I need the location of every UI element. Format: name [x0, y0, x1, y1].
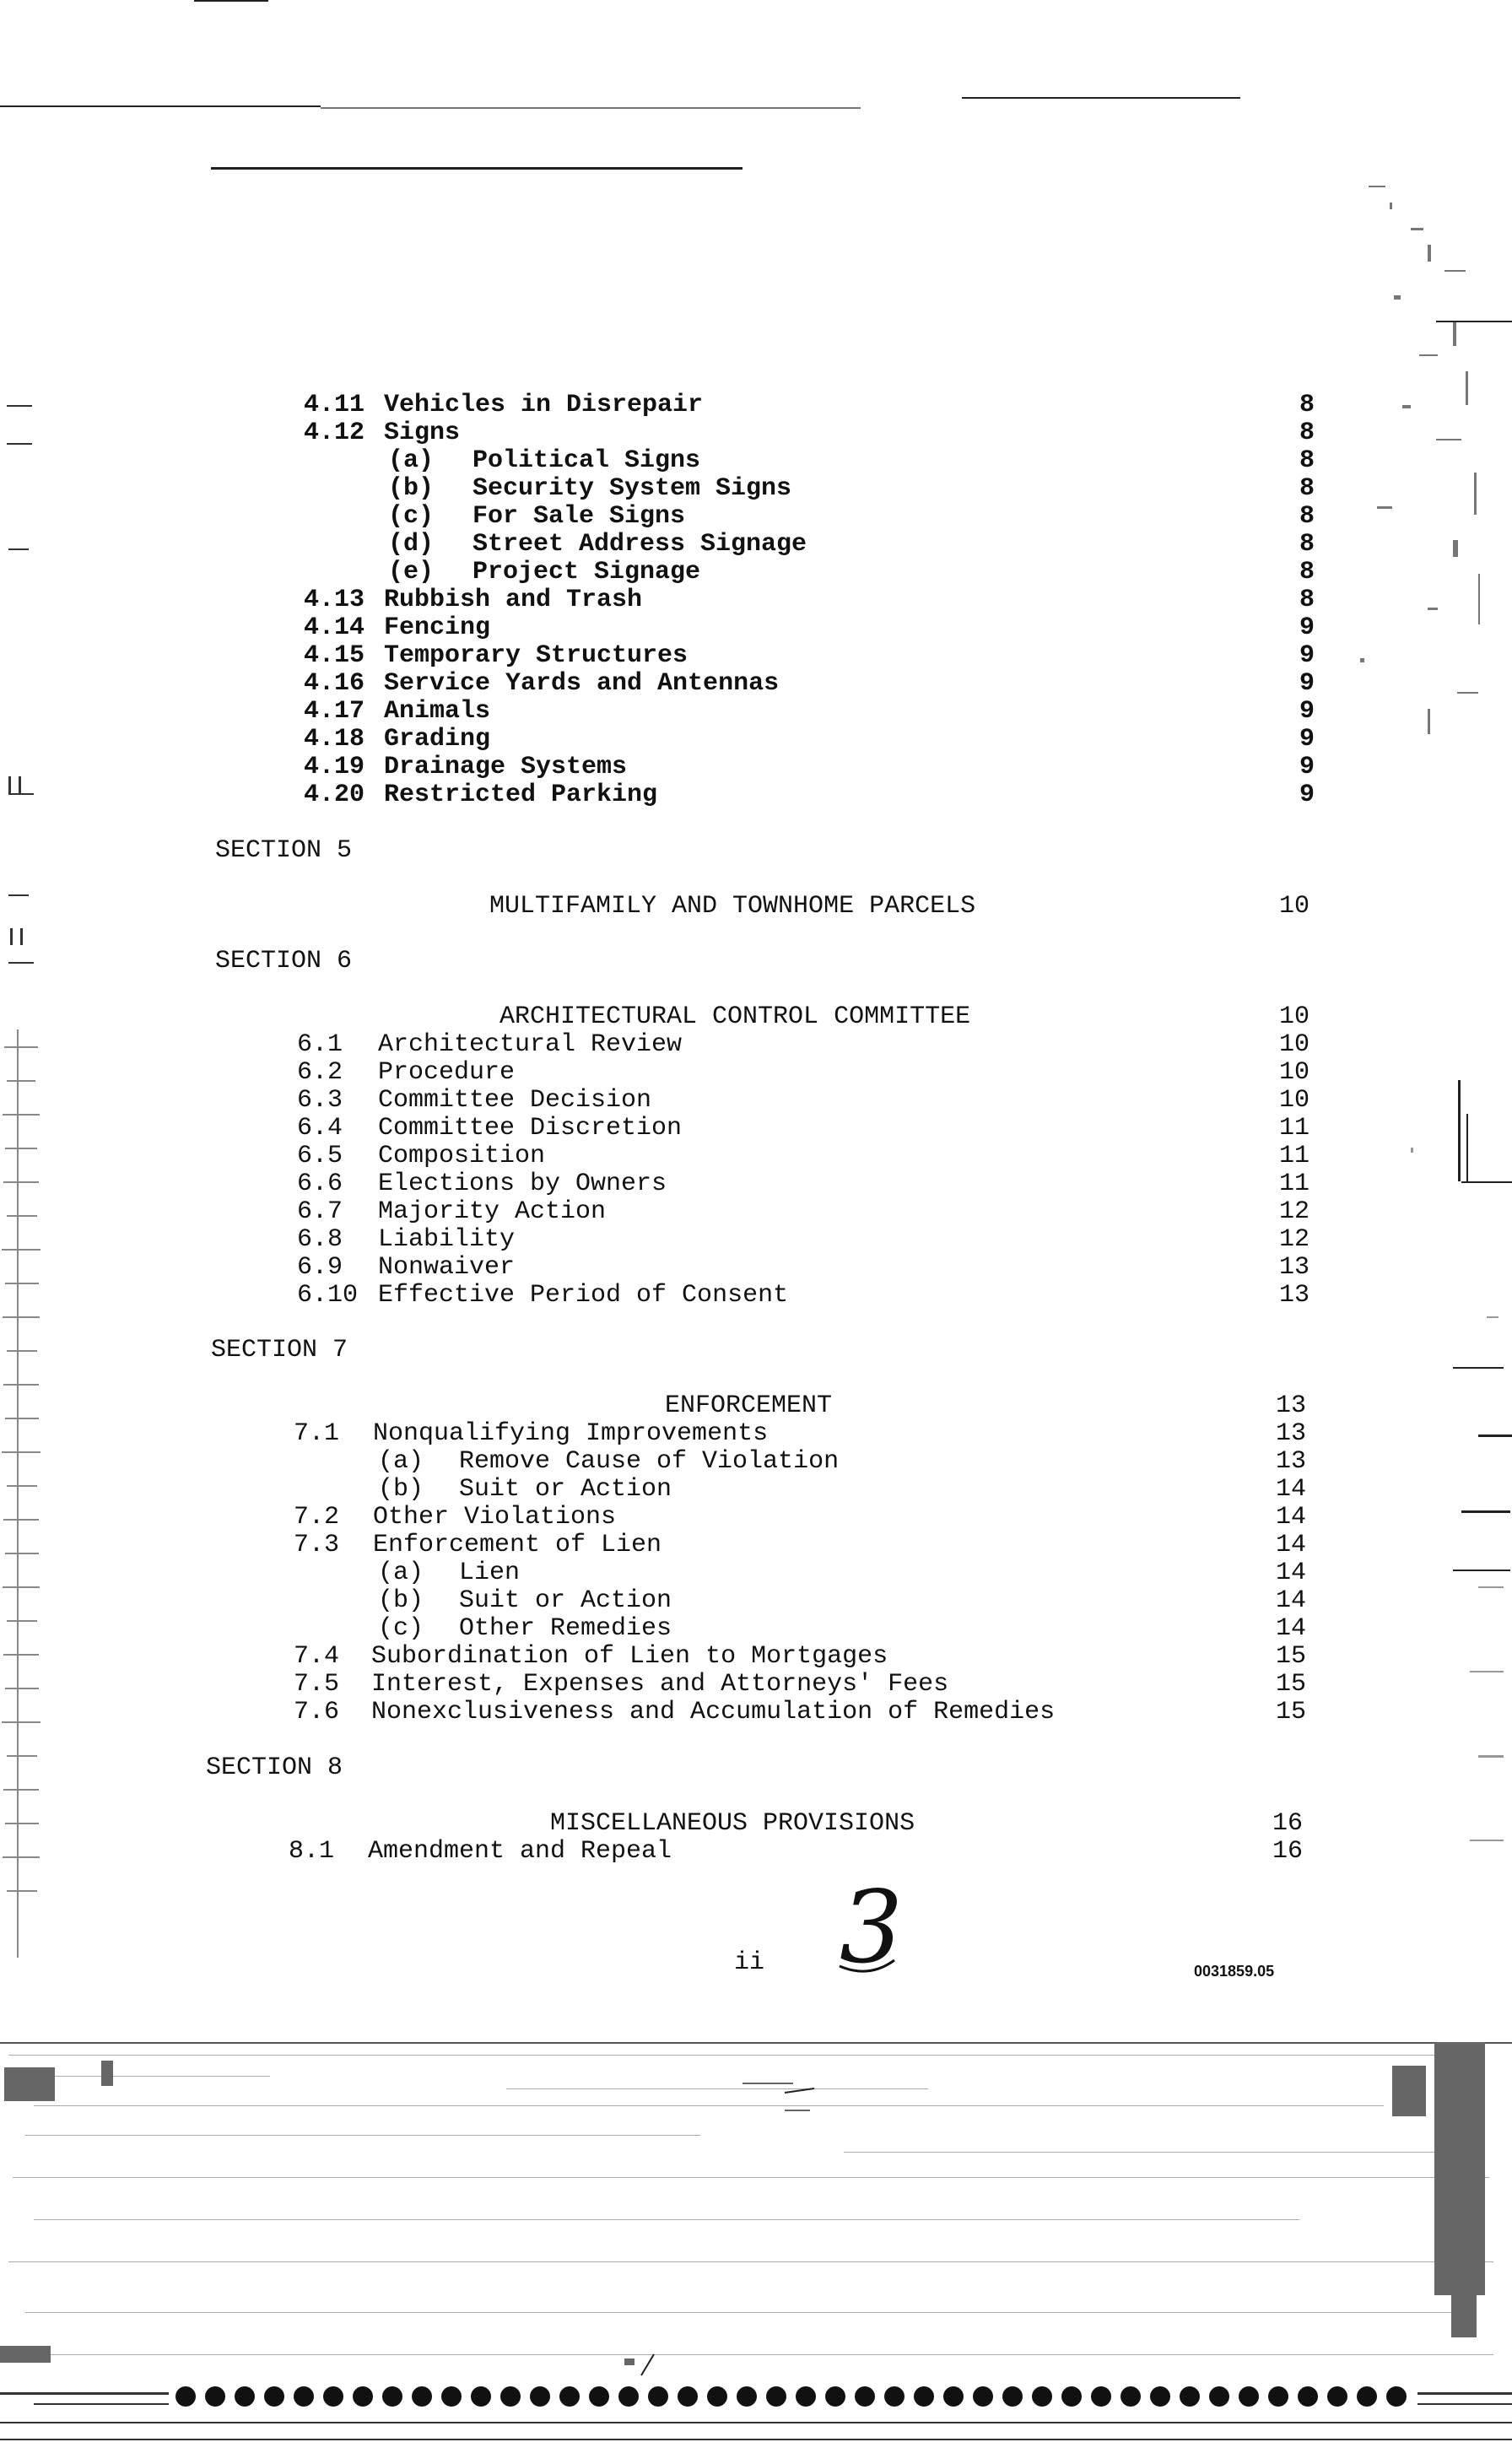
entry-page: 8: [1299, 558, 1315, 586]
entry-page: 14: [1275, 1586, 1306, 1615]
section-5-heading: MULTIFAMILY AND TOWNHOME PARCELS: [489, 892, 976, 921]
entry-page: 9: [1299, 613, 1315, 642]
entry-title: Temporary Structures: [384, 641, 688, 670]
entry-title: Majority Action: [378, 1197, 607, 1226]
entry-page: 14: [1275, 1531, 1306, 1559]
toc-entry: [0, 1224, 1512, 1255]
handwritten-mark: 3: [840, 1869, 904, 1986]
section-7-heading: ENFORCEMENT: [665, 1391, 833, 1420]
entry-page: 14: [1275, 1614, 1306, 1643]
entry-number: 6.5: [297, 1142, 343, 1170]
entry-page: 12: [1278, 1225, 1310, 1254]
toc-entry: [0, 1697, 1512, 1727]
toc-subentry: [0, 1446, 1512, 1477]
entry-page: 10: [1278, 1030, 1310, 1059]
entry-title: Remove Cause of Violation: [459, 1447, 840, 1476]
entry-number: 4.13: [304, 586, 365, 614]
scan-rule: [321, 107, 861, 109]
section-label: [0, 835, 1512, 866]
section-6-label: SECTION 6: [215, 947, 353, 975]
toc-entry: [0, 1641, 1512, 1672]
entry-title: Elections by Owners: [378, 1170, 667, 1198]
toc-subentry: [0, 1558, 1512, 1588]
page-number: ii: [734, 1948, 765, 1977]
entry-title: Effective Period of Consent: [378, 1281, 789, 1310]
entry-title: Architectural Review: [378, 1030, 683, 1059]
entry-number: 6.10: [297, 1281, 359, 1310]
entry-title: Nonwaiver: [378, 1253, 516, 1282]
entry-page: 8: [1299, 419, 1315, 447]
section-8-label: SECTION 8: [206, 1753, 343, 1782]
entry-page: 14: [1275, 1503, 1306, 1532]
entry-title: Restricted Parking: [384, 781, 658, 809]
document-id: 0031859.05: [1194, 1963, 1275, 1980]
entry-number: 6.6: [297, 1170, 343, 1198]
entry-number: 7.5: [294, 1670, 340, 1699]
entry-title: Signs: [384, 419, 461, 447]
entry-page: 11: [1278, 1114, 1310, 1143]
entry-number: (b): [388, 474, 435, 503]
entry-page: 16: [1272, 1837, 1303, 1866]
entry-page: 13: [1278, 1253, 1310, 1282]
toc-entry: [0, 1252, 1512, 1283]
toc-entry: [0, 1197, 1512, 1227]
toc-entry: [0, 724, 1512, 754]
entry-number: (c): [378, 1614, 424, 1643]
entry-title: Vehicles in Disrepair: [384, 391, 704, 419]
entry-number: 6.7: [297, 1197, 343, 1226]
scan-rule: [962, 97, 1240, 99]
section-8-page: 16: [1272, 1809, 1303, 1838]
toc-entry: [0, 1057, 1512, 1088]
section-heading: [0, 891, 1512, 921]
entry-page: 11: [1278, 1142, 1310, 1170]
toc-subentry: [0, 501, 1512, 532]
entry-number: 4.12: [304, 419, 365, 447]
entry-title: Security System Signs: [472, 474, 792, 503]
entry-number: (b): [378, 1475, 424, 1504]
entry-title: Suit or Action: [459, 1475, 672, 1504]
entry-page: 9: [1299, 753, 1315, 781]
entry-title: Drainage Systems: [384, 753, 628, 781]
footer: [0, 1948, 1512, 1978]
entry-page: 9: [1299, 725, 1315, 754]
section-label: [0, 946, 1512, 976]
section-7-label: SECTION 7: [211, 1336, 348, 1364]
entry-title: Street Address Signage: [472, 530, 807, 559]
toc-subentry: [0, 529, 1512, 559]
entry-number: 6.1: [297, 1030, 343, 1059]
toc-entry: [0, 752, 1512, 782]
toc-entry: [0, 1141, 1512, 1171]
section-5-page: 10: [1278, 892, 1310, 921]
section-8-heading: MISCELLANEOUS PROVISIONS: [550, 1809, 915, 1838]
toc-entry: [0, 780, 1512, 810]
entry-title: Nonexclusiveness and Accumulation of Remedies: [371, 1698, 1056, 1726]
entry-title: Amendment and Repeal: [368, 1837, 672, 1866]
entry-number: 4.17: [304, 697, 365, 726]
scan-rule: [194, 0, 268, 2]
entry-number: 4.14: [304, 613, 365, 642]
entry-page: 8: [1299, 474, 1315, 503]
toc-entry: [0, 1418, 1512, 1449]
entry-title: Lien: [459, 1559, 521, 1587]
section-5-label: SECTION 5: [215, 836, 353, 865]
toc-entry: [0, 1169, 1512, 1199]
toc-entry: [0, 418, 1512, 448]
toc-entry: [0, 1113, 1512, 1143]
toc-entry: [0, 1669, 1512, 1699]
scan-rule: [211, 167, 742, 170]
entry-number: (a): [378, 1447, 424, 1476]
toc-entry: [0, 1085, 1512, 1116]
entry-title: Other Remedies: [459, 1614, 672, 1643]
entry-number: 7.4: [294, 1642, 340, 1671]
entry-number: 7.6: [294, 1698, 340, 1726]
entry-page: 14: [1275, 1559, 1306, 1587]
toc-entry: [0, 1280, 1512, 1310]
entry-title: Liability: [378, 1225, 516, 1254]
entry-page: 8: [1299, 586, 1315, 614]
toc-entry: [0, 668, 1512, 699]
entry-title: Subordination of Lien to Mortgages: [371, 1642, 888, 1671]
toc-subentry: [0, 557, 1512, 587]
section-heading: [0, 1391, 1512, 1421]
entry-title: Nonqualifying Improvements: [373, 1419, 769, 1448]
entry-page: 8: [1299, 391, 1315, 419]
toc-entry: [0, 390, 1512, 420]
entry-page: 11: [1278, 1170, 1310, 1198]
entry-title: Procedure: [378, 1058, 516, 1087]
entry-page: 8: [1299, 502, 1315, 531]
section-7-page: 13: [1275, 1391, 1306, 1420]
entry-title: Committee Discretion: [378, 1114, 683, 1143]
entry-title: Project Signage: [472, 558, 701, 586]
entry-number: 7.2: [294, 1503, 340, 1532]
toc-entry: [0, 1029, 1512, 1060]
entry-page: 9: [1299, 669, 1315, 698]
entry-number: 7.1: [294, 1419, 340, 1448]
toc-subentry: [0, 1613, 1512, 1644]
entry-page: 12: [1278, 1197, 1310, 1226]
toc-entry: [0, 585, 1512, 615]
toc-subentry: [0, 446, 1512, 476]
entry-title: Enforcement of Lien: [373, 1531, 662, 1559]
entry-page: 13: [1275, 1419, 1306, 1448]
entry-number: 4.18: [304, 725, 365, 754]
entry-title: Fencing: [384, 613, 491, 642]
entry-number: (c): [388, 502, 435, 531]
entry-page: 13: [1275, 1447, 1306, 1476]
entry-number: 4.19: [304, 753, 365, 781]
scan-noise-bottom: [0, 2042, 1512, 2453]
entry-number: (e): [388, 558, 435, 586]
entry-page: 14: [1275, 1475, 1306, 1504]
section-6-page: 10: [1278, 1002, 1310, 1031]
toc-entry: [0, 1502, 1512, 1532]
entry-number: 6.9: [297, 1253, 343, 1282]
entry-number: (d): [388, 530, 435, 559]
entry-page: 15: [1275, 1698, 1306, 1726]
entry-title: Committee Decision: [378, 1086, 652, 1115]
entry-page: 15: [1275, 1670, 1306, 1699]
toc-subentry: [0, 473, 1512, 504]
entry-page: 8: [1299, 530, 1315, 559]
entry-number: 4.20: [304, 781, 365, 809]
entry-number: 6.4: [297, 1114, 343, 1143]
toc-entry: [0, 1836, 1512, 1867]
entry-title: Interest, Expenses and Attorneys' Fees: [371, 1670, 949, 1699]
toc-subentry: [0, 1474, 1512, 1505]
entry-number: 8.1: [289, 1837, 335, 1866]
entry-number: 7.3: [294, 1531, 340, 1559]
entry-number: 6.8: [297, 1225, 343, 1254]
entry-title: Service Yards and Antennas: [384, 669, 780, 698]
entry-title: Other Violations: [373, 1503, 617, 1532]
toc-entry: [0, 640, 1512, 671]
section-heading: [0, 1808, 1512, 1839]
entry-page: 9: [1299, 641, 1315, 670]
toc-entry: [0, 613, 1512, 643]
toc-subentry: [0, 1586, 1512, 1616]
section-heading: [0, 1002, 1512, 1032]
section-label: [0, 1753, 1512, 1783]
scan-rule: [0, 105, 321, 107]
entry-page: 15: [1275, 1642, 1306, 1671]
entry-title: Suit or Action: [459, 1586, 672, 1615]
entry-title: Rubbish and Trash: [384, 586, 643, 614]
section-6-heading: ARCHITECTURAL CONTROL COMMITTEE: [500, 1002, 971, 1031]
toc-entry: [0, 1530, 1512, 1560]
entry-number: 6.2: [297, 1058, 343, 1087]
entry-number: (a): [378, 1559, 424, 1587]
entry-page: 8: [1299, 446, 1315, 475]
entry-number: 4.16: [304, 669, 365, 698]
entry-title: Animals: [384, 697, 491, 726]
entry-page: 10: [1278, 1086, 1310, 1115]
handwritten-underline: [835, 1945, 937, 1979]
entry-number: (a): [388, 446, 435, 475]
entry-number: 6.3: [297, 1086, 343, 1115]
entry-page: 10: [1278, 1058, 1310, 1087]
entry-page: 13: [1278, 1281, 1310, 1310]
entry-title: For Sale Signs: [472, 502, 686, 531]
entry-number: (b): [378, 1586, 424, 1615]
toc-entry: [0, 696, 1512, 727]
section-label: [0, 1335, 1512, 1365]
entry-title: Political Signs: [472, 446, 701, 475]
entry-title: Grading: [384, 725, 491, 754]
entry-page: 9: [1299, 781, 1315, 809]
entry-title: Composition: [378, 1142, 546, 1170]
entry-page: 9: [1299, 697, 1315, 726]
entry-number: 4.11: [304, 391, 365, 419]
entry-number: 4.15: [304, 641, 365, 670]
